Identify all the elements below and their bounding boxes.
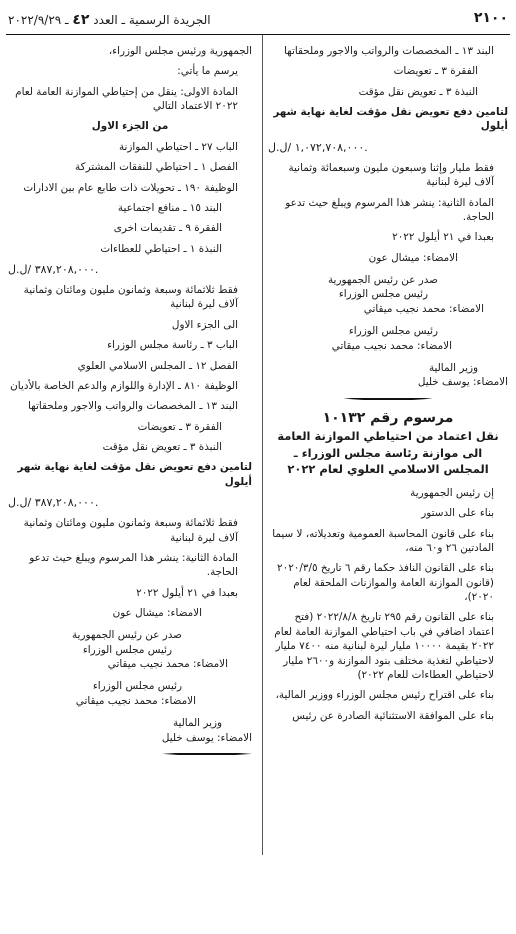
pm-title: رئيس مجلس الوزراء [92, 680, 182, 693]
purpose-text: لتامين دفع تعويض نقل مؤقت لغاية نهاية شهر أيلول [17, 461, 252, 488]
header-rule [6, 34, 510, 35]
issue-number: ٤٢ [72, 12, 90, 28]
signature-pm: الامضاء: محمد نجيب ميقاتي [363, 302, 484, 315]
pm-title: رئيس مجلس الوزراء [338, 288, 428, 301]
right-column [268, 44, 508, 729]
body-text: الجمهورية ورئيس مجلس الوزراء، [108, 45, 252, 57]
signature-president: الامضاء: ميشال عون [368, 251, 458, 264]
amount-words: فقط ثلاثمائة وسبعة وثمانون مليون ومائتان وثمانية آلاف ليرة لبنانية [23, 284, 238, 311]
preamble: بناء على القانون رقم ٢٩٥ تاريخ ٢٠٢٢/٨/٨ (فتح اعتماد اضافي في باب احتياطي الموازنة العامة لعام ٢٠٢٢ بقيمة ١٠٠٠٠ مليار ليرة لبنانية منه ٧٤٠٠ مليار لاحتياطي لتغذية مختلف بنود الموازنة و٢٦٠٠ مليار لاحتياطي العطاءات للعام ٢٠٢٢) [274, 611, 494, 681]
gazette-title [8, 12, 211, 28]
budget-line: الفقرة ٣ ـ تعويضات [137, 420, 222, 433]
budget-line: النبذة ٣ ـ تعويض نقل مؤقت [358, 85, 478, 98]
preamble: بناء على الدستور [421, 507, 494, 520]
preamble: بناء على اقتراح رئيس مجلس الوزراء ووزير المالية، [275, 689, 494, 702]
section-separator [343, 396, 433, 402]
amount-words: فقط مليار وإثنا وسبعون مليون وسبعمائة وثمانية آلاف ليرة لبنانية [288, 161, 494, 189]
column-divider [262, 35, 263, 855]
signature-pm: الامضاء: محمد نجيب ميقاتي [75, 694, 196, 707]
preamble: بناء على القانون النافذ حكما رقم ٦ تاريخ ٢٠٢٠/٣/٥ (قانون الموازنة العامة والموازنات الملحقة لعام ٢٠٢٠)، [277, 562, 494, 604]
signature-pm: الامضاء: محمد نجيب ميقاتي [107, 658, 228, 671]
body-text: يرسم ما يأتي: [177, 65, 238, 78]
decree-title-line: المجلس الاسلامي العلوي لعام ٢٠٢٢ [287, 462, 489, 477]
section-heading: الى الجزء الاول [171, 318, 238, 331]
signature-finance: الامضاء: يوسف خليل [417, 376, 508, 389]
gazette-page [6, 4, 510, 930]
article-1: المادة الاولى: ينقل من إحتياطي الموازنة العامة لعام ٢٠٢٢ الاعتماد التالي [15, 85, 238, 113]
issue-date: ـ ٢٠٢٢/٩/٢٩ [8, 13, 69, 27]
budget-line: النبذة ٣ ـ تعويض نقل مؤقت [102, 441, 222, 453]
decree-number: مرسوم رقم ١٠١٣٢ [322, 409, 454, 426]
signature-president: الامضاء: ميشال عون [112, 607, 202, 620]
section-heading: من الجزء الاول [91, 120, 169, 133]
signature-finance: الامضاء: يوسف خليل [161, 731, 252, 744]
budget-line: الوظيفة ١٩٠ ـ تحويلات ذات طابع عام بين الادارات [23, 181, 238, 194]
amount-words: فقط ثلاثمائة وسبعة وثمانون مليون ومائتان وثمانية آلاف ليرة لبنانية [23, 517, 238, 544]
page-number: ٢١٠٠ [473, 10, 508, 26]
article-2: المادة الثانية: ينشر هذا المرسوم ويبلغ حيث تدعو الحاجة. [29, 551, 238, 579]
amount: ٣٨٧,٢٠٨,٠٠٠ /ل.ل. [8, 262, 99, 276]
budget-line: الفقرة ٩ ـ تقديمات اخرى [113, 222, 222, 235]
decree-heading [268, 408, 508, 478]
signature-pm: الامضاء: محمد نجيب ميقاتي [331, 339, 452, 352]
issued-by: صدر عن رئيس الجمهورية [71, 629, 182, 642]
budget-line: الباب ٣ ـ رئاسة مجلس الوزراء [107, 339, 238, 352]
left-column [8, 44, 252, 763]
finance-minister-title: وزير المالية [428, 361, 478, 374]
article-2: المادة الثانية: ينشر هذا المرسوم ويبلغ حيث تدعو الحاجة. [285, 196, 494, 224]
decree-date: بعبدا في ٢١ أيلول ٢٠٢٢ [392, 231, 494, 244]
preamble: بناء على قانون المحاسبة العمومية وتعديلاته، لا سيما المادتين ٢٦ و٦٠ منه، [272, 527, 494, 555]
budget-line: الباب ٢٧ ـ احتياطي الموازنة [118, 140, 238, 153]
budget-line: الفصل ١ ـ احتياطي للنفقات المشتركة [75, 161, 238, 174]
budget-line: البند ١٣ ـ المخصصات والرواتب والاجور وملحقاتها [283, 45, 494, 57]
amount: ١,٠٧٢,٧٠٨,٠٠٠ /ل.ل. [268, 140, 368, 154]
preamble: إن رئيس الجمهورية [410, 486, 494, 499]
budget-line: الوظيفة ٨١٠ ـ الإدارة واللوازم والدعم الخاصة بالأديان [10, 379, 238, 392]
budget-line: الفقرة ٣ ـ تعويضات [393, 65, 478, 78]
budget-line: الفصل ١٢ ـ المجلس الاسلامي العلوي [77, 359, 238, 372]
pm-title: رئيس مجلس الوزراء [82, 643, 172, 656]
title-prefix: الجريدة الرسمية ـ العدد [93, 13, 211, 27]
budget-line: البند ١٣ ـ المخصصات والرواتب والاجور وملحقاتها [27, 400, 238, 413]
section-separator [162, 751, 252, 757]
budget-line: النبذة ١ ـ احتياطي للعطاءات [100, 242, 222, 255]
purpose-text: لتامين دفع تعويض نقل مؤقت لغاية نهاية شهر أيلول [273, 106, 508, 133]
budget-line: البند ١٥ ـ منافع اجتماعية [117, 201, 222, 214]
preamble: بناء على الموافقة الاستثنائية الصادرة عن رئيس [292, 709, 494, 722]
decree-title-line: نقل اعتماد من احتياطي الموازنة العامة [277, 428, 499, 443]
amount: ٣٨٧,٢٠٨,٠٠٠ /ل.ل. [8, 496, 99, 510]
decree-title-line: الى موازنة رئاسة مجلس الوزراء ـ [293, 445, 483, 460]
pm-title: رئيس مجلس الوزراء [348, 325, 438, 338]
page-header [6, 10, 510, 34]
finance-minister-title: وزير المالية [172, 717, 222, 730]
decree-date: بعبدا في ٢١ أيلول ٢٠٢٢ [136, 586, 238, 599]
issued-by: صدر عن رئيس الجمهورية [327, 274, 438, 287]
